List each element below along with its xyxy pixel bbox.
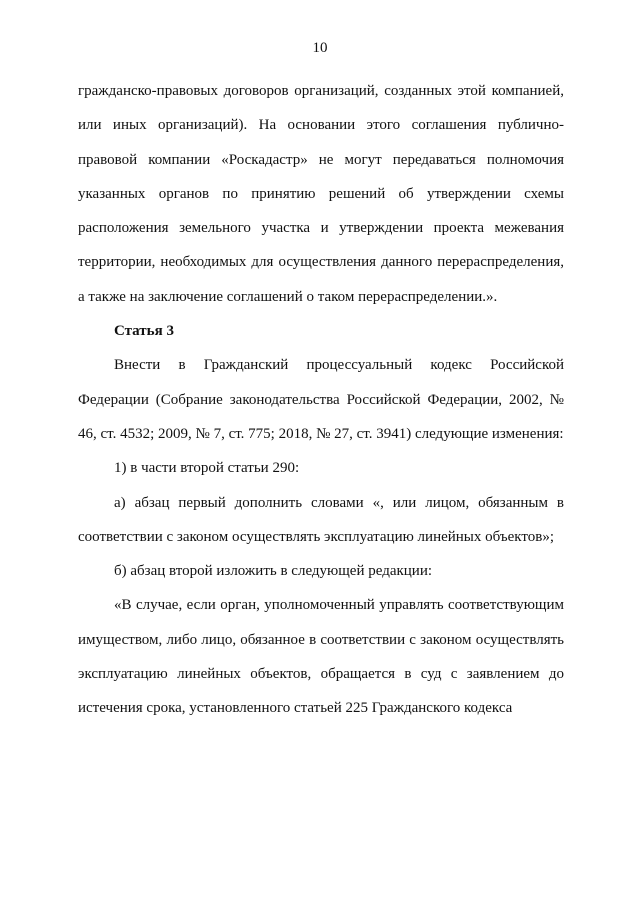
paragraph-continuation: гражданско-правовых договоров организаций, созданных этой компанией, или иных организаций). На основании этого соглашения публично-правовой компании «Роскадастр» не могут передаваться полномочия указанных органов по принятию решений об утверждении схемы расположения земельного участка и утверждении проекта межевания территории, необходимых для осуществления данного перераспределения, а также на заключение соглашений о таком перераспределении.». bbox=[78, 83, 564, 305]
paragraph-amendment-intro: Внести в Гражданский процессуальный кодекс Российской Федерации (Собрание законодательства Российской Федерации, 2002, № 46, ст. 4532; 2009, № 7, ст. 775; 2018, № 27, ст. 3941) следующие изменения: bbox=[78, 357, 564, 442]
paragraph-subitem-b: б) абзац второй изложить в следующей редакции: bbox=[114, 563, 433, 580]
paragraph-item-1: 1) в части второй статьи 290: bbox=[114, 460, 300, 477]
page-number: 10 bbox=[312, 40, 328, 56]
paragraph-quoted-text: «В случае, если орган, уполномоченный управлять соответствующим имуществом, либо лицо, обязанное в соответствии с законом осуществлять эксплуатацию линейных объектов, обращается в суд с заявлением до истечения срока, установленного статьей 225 Гражданского кодекса bbox=[78, 597, 564, 717]
document-body bbox=[78, 74, 564, 726]
paragraph-subitem-a: а) абзац первый дополнить словами «, или лицом, обязанным в соответствии с законом осуществлять эксплуатацию линейных объектов»; bbox=[78, 494, 564, 545]
article-heading: Статья 3 bbox=[114, 323, 174, 340]
